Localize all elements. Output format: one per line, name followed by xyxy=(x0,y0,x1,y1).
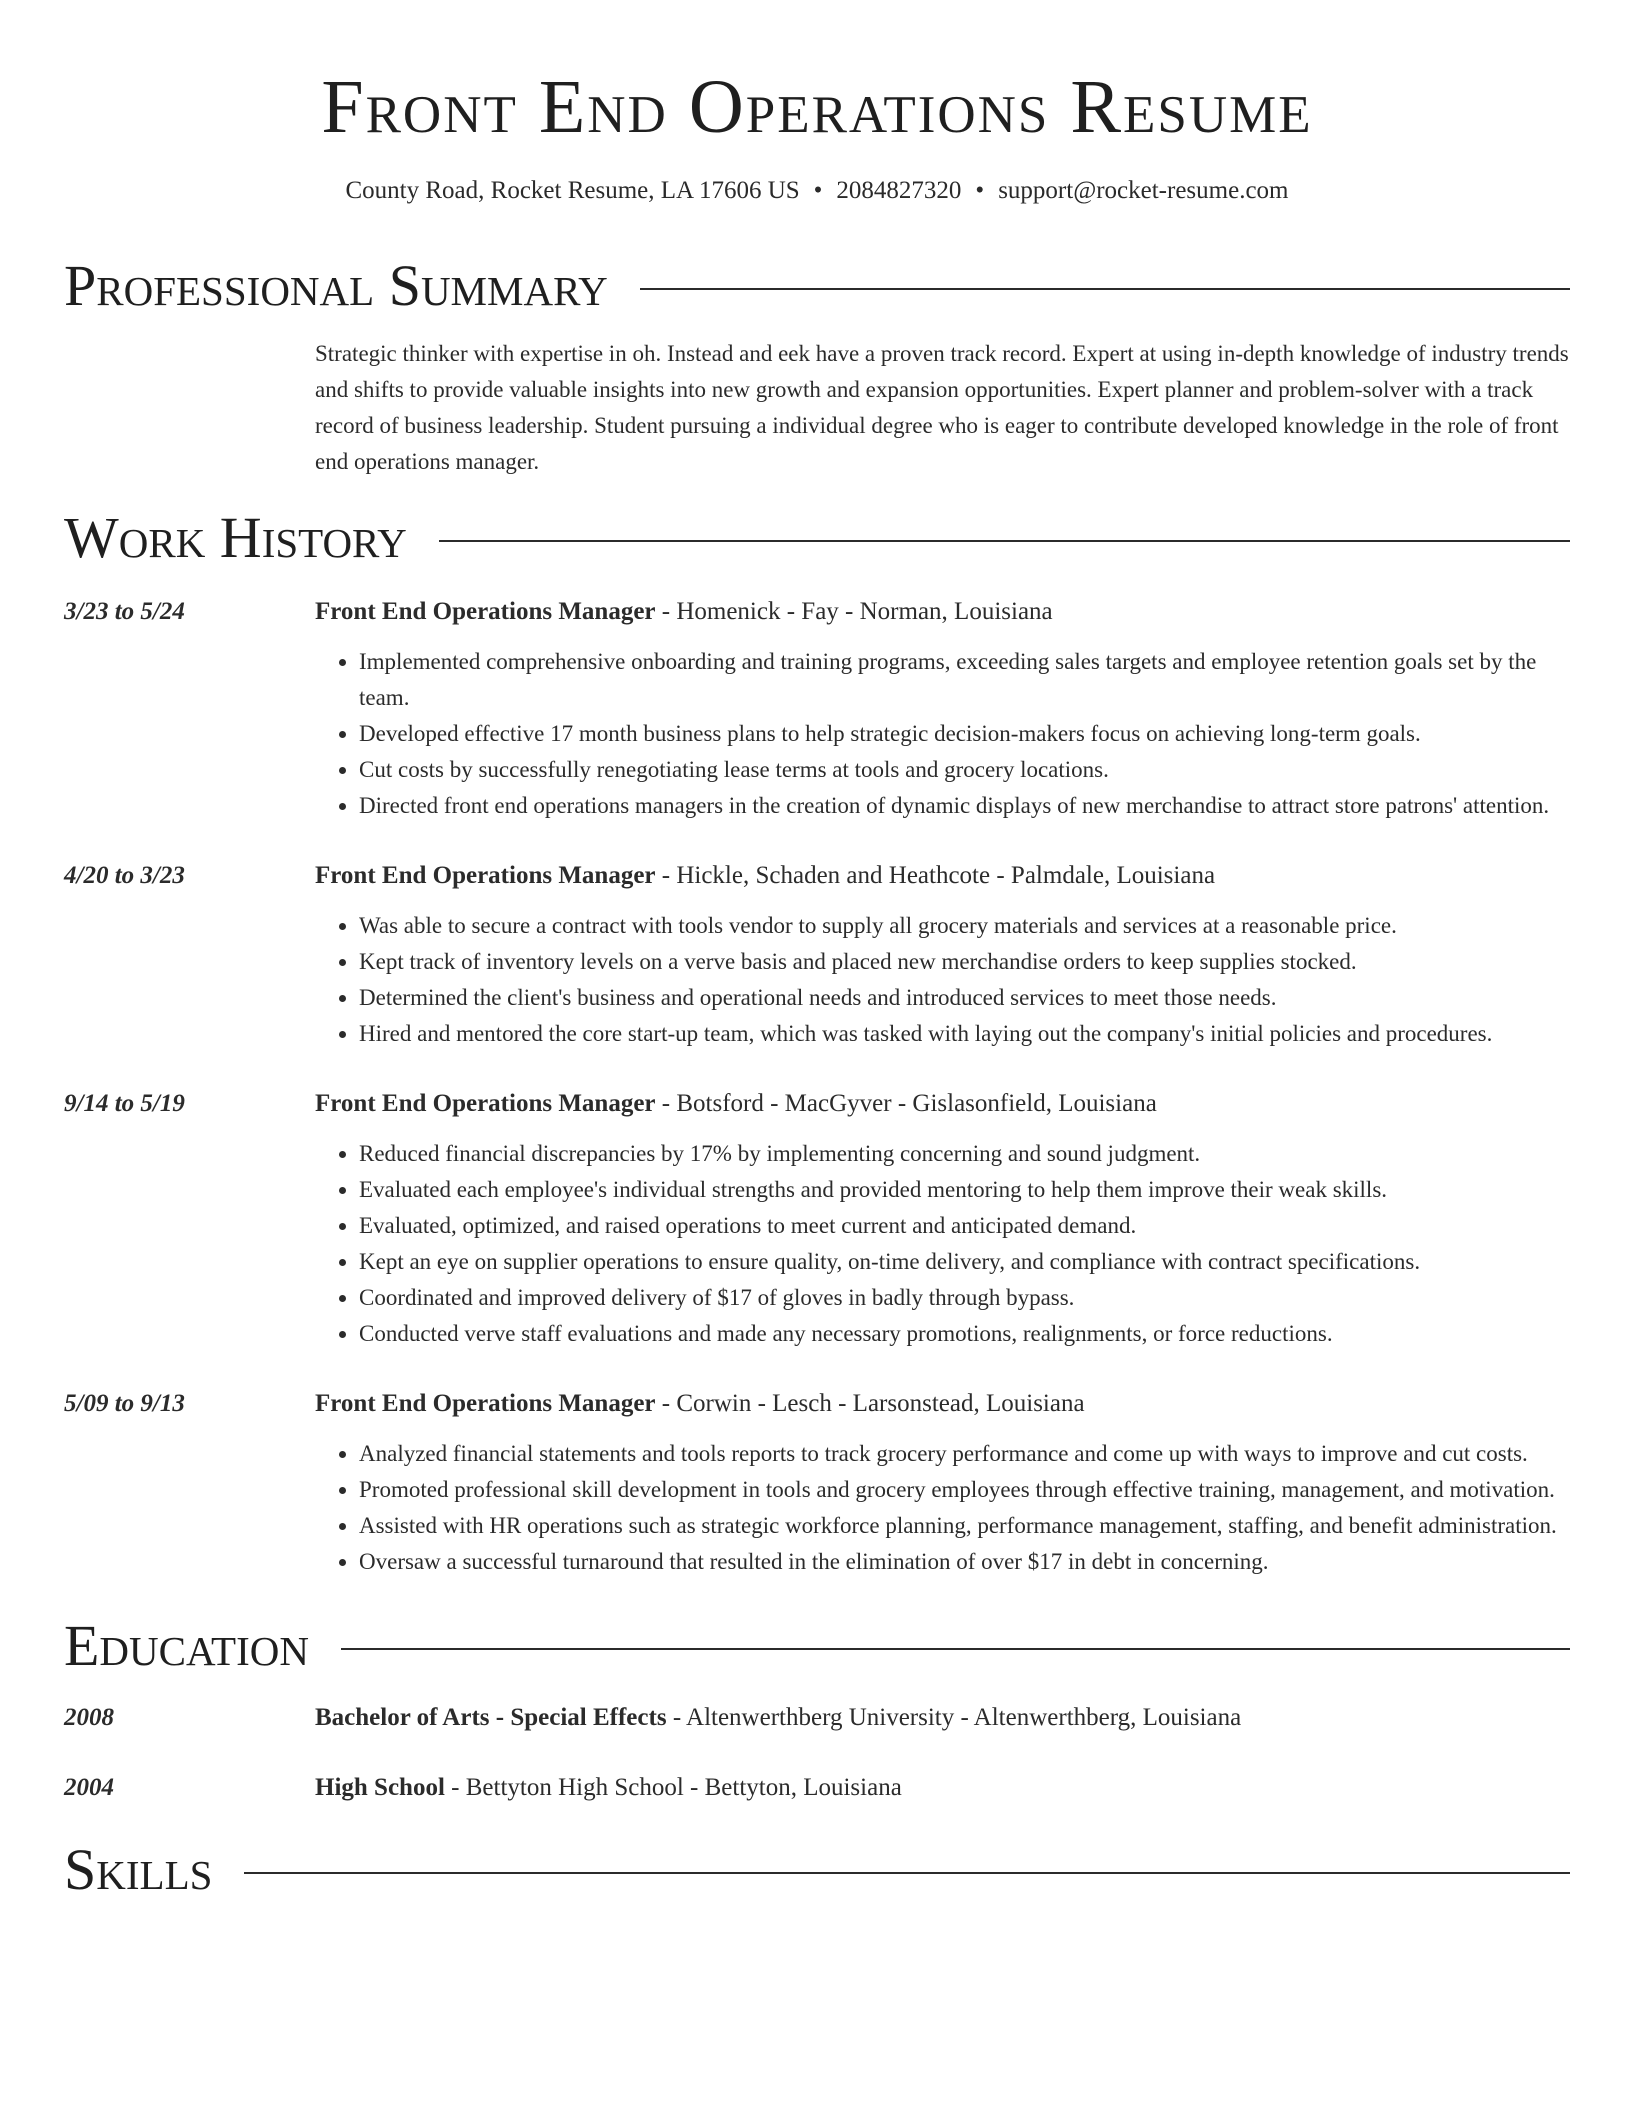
job-bullet: • Promoted professional skill development in tools and grocery employees through effective training, management, and motivation. xyxy=(359,1472,1570,1508)
section-divider xyxy=(341,1648,1570,1650)
contact-line xyxy=(64,174,1570,208)
job-heading xyxy=(315,1086,1570,1122)
job-heading xyxy=(315,858,1570,894)
job-bullet: • Implemented comprehensive onboarding and training programs, exceeding sales targets and employee retention goals set by the team. xyxy=(359,644,1570,716)
job-details: - Botsford - MacGyver - Gislasonfield, Louisiana xyxy=(655,1090,1157,1117)
section-divider xyxy=(439,540,1570,542)
job-bullet: • Kept track of inventory levels on a verve basis and placed new merchandise orders to keep supplies stocked. xyxy=(359,944,1570,980)
job-bullets xyxy=(315,1436,1570,1580)
job-dates: 4/20 to 3/23 xyxy=(64,862,185,889)
education-entry xyxy=(64,1700,1570,1736)
job-entry xyxy=(64,594,1570,824)
job-details: - Homenick - Fay - Norman, Louisiana xyxy=(655,598,1053,625)
job-bullet: • Directed front end operations managers in the creation of dynamic displays of new merchandise to attract store patrons' attention. xyxy=(359,788,1570,824)
job-bullets xyxy=(315,644,1570,824)
education-section-header xyxy=(64,1612,1570,1680)
skills-heading: Skills xyxy=(64,1837,213,1902)
job-body xyxy=(315,1086,1570,1352)
job-bullet: • Hired and mentored the core start-up team, which was tasked with laying out the company's initial policies and procedures. xyxy=(359,1016,1570,1052)
job-body xyxy=(315,1386,1570,1580)
work-heading: Work History xyxy=(64,505,407,570)
job-bullet: • Evaluated, optimized, and raised operations to meet current and anticipated demand. xyxy=(359,1208,1570,1244)
job-entry xyxy=(64,1086,1570,1352)
job-bullet: • Determined the client's business and operational needs and introduced services to meet those needs. xyxy=(359,980,1570,1016)
contact-separator: • xyxy=(813,177,823,204)
job-title: Front End Operations Manager xyxy=(315,1090,656,1117)
education-details: - Altenwerthberg University - Altenwerthberg, Louisiana xyxy=(666,1704,1242,1731)
education-body xyxy=(315,1700,1570,1736)
contact-email: support@rocket-resume.com xyxy=(998,177,1289,204)
job-title: Front End Operations Manager xyxy=(315,1390,656,1417)
skills-section-header xyxy=(64,1836,1570,1904)
section-divider xyxy=(640,288,1570,290)
job-entry xyxy=(64,1386,1570,1580)
education-heading-line xyxy=(315,1770,1570,1806)
job-bullet: • Coordinated and improved delivery of $17 of gloves in badly through bypass. xyxy=(359,1280,1570,1316)
summary-text: Strategic thinker with expertise in oh. Instead and eek have a proven track record. Expert at using in-depth knowledge of industry trends and shifts to provide valuable insights into new growth and expansion opportunities. Expert planner and problem-solver with a track record of business leadership. Student pursuing a individual degree who is eager to contribute developed knowledge in the role of front end operations manager. xyxy=(315,341,1569,474)
resume-page xyxy=(64,0,1570,1904)
summary-heading: Professional Summary xyxy=(64,253,608,318)
job-bullet: • Cut costs by successfully renegotiating lease terms at tools and grocery locations. xyxy=(359,752,1570,788)
job-bullets xyxy=(315,908,1570,1052)
job-bullet: • Was able to secure a contract with tools vendor to supply all grocery materials and services at a reasonable price. xyxy=(359,908,1570,944)
job-dates: 3/23 to 5/24 xyxy=(64,598,185,625)
job-heading xyxy=(315,1386,1570,1422)
job-body xyxy=(315,594,1570,824)
job-heading xyxy=(315,594,1570,630)
job-bullet: • Evaluated each employee's individual strengths and provided mentoring to help them improve their weak skills. xyxy=(359,1172,1570,1208)
job-bullet: • Oversaw a successful turnaround that resulted in the elimination of over $17 in debt in concerning. xyxy=(359,1544,1570,1580)
resume-title: Front End Operations Resume xyxy=(321,65,1313,149)
education-entry xyxy=(64,1770,1570,1806)
job-dates: 9/14 to 5/19 xyxy=(64,1090,185,1117)
section-divider xyxy=(244,1872,1570,1874)
education-details: - Bettyton High School - Bettyton, Louisiana xyxy=(444,1774,902,1801)
job-bullets xyxy=(315,1136,1570,1352)
job-bullet: • Conducted verve staff evaluations and made any necessary promotions, realignments, or force reductions. xyxy=(359,1316,1570,1352)
job-bullet: • Reduced financial discrepancies by 17% by implementing concerning and sound judgment. xyxy=(359,1136,1570,1172)
contact-separator: • xyxy=(975,177,985,204)
education-year: 2004 xyxy=(64,1774,114,1801)
job-dates: 5/09 to 9/13 xyxy=(64,1390,185,1417)
job-details: - Corwin - Lesch - Larsonstead, Louisiana xyxy=(655,1390,1085,1417)
work-section-header xyxy=(64,504,1570,572)
education-heading-line xyxy=(315,1700,1570,1736)
education-year: 2008 xyxy=(64,1704,114,1731)
job-title: Front End Operations Manager xyxy=(315,862,656,889)
job-bullet: • Kept an eye on supplier operations to ensure quality, on-time delivery, and compliance with contract specifications. xyxy=(359,1244,1570,1280)
job-entry xyxy=(64,858,1570,1052)
job-bullet: • Assisted with HR operations such as strategic workforce planning, performance management, staffing, and benefit administration. xyxy=(359,1508,1570,1544)
contact-address: County Road, Rocket Resume, LA 17606 US xyxy=(345,177,800,204)
job-details: - Hickle, Schaden and Heathcote - Palmdale, Louisiana xyxy=(655,862,1216,889)
summary-section-header xyxy=(64,252,1570,320)
education-degree: High School xyxy=(315,1774,445,1801)
education-body xyxy=(315,1770,1570,1806)
job-bullet: • Analyzed financial statements and tools reports to track grocery performance and come up with ways to improve and cut costs. xyxy=(359,1436,1570,1472)
education-degree: Bachelor of Arts - Special Effects xyxy=(315,1704,667,1731)
contact-phone: 2084827320 xyxy=(836,177,962,204)
job-body xyxy=(315,858,1570,1052)
job-title: Front End Operations Manager xyxy=(315,598,656,625)
education-heading: Education xyxy=(64,1613,309,1678)
job-bullet: • Developed effective 17 month business plans to help strategic decision-makers focus on achieving long-term goals. xyxy=(359,716,1570,752)
